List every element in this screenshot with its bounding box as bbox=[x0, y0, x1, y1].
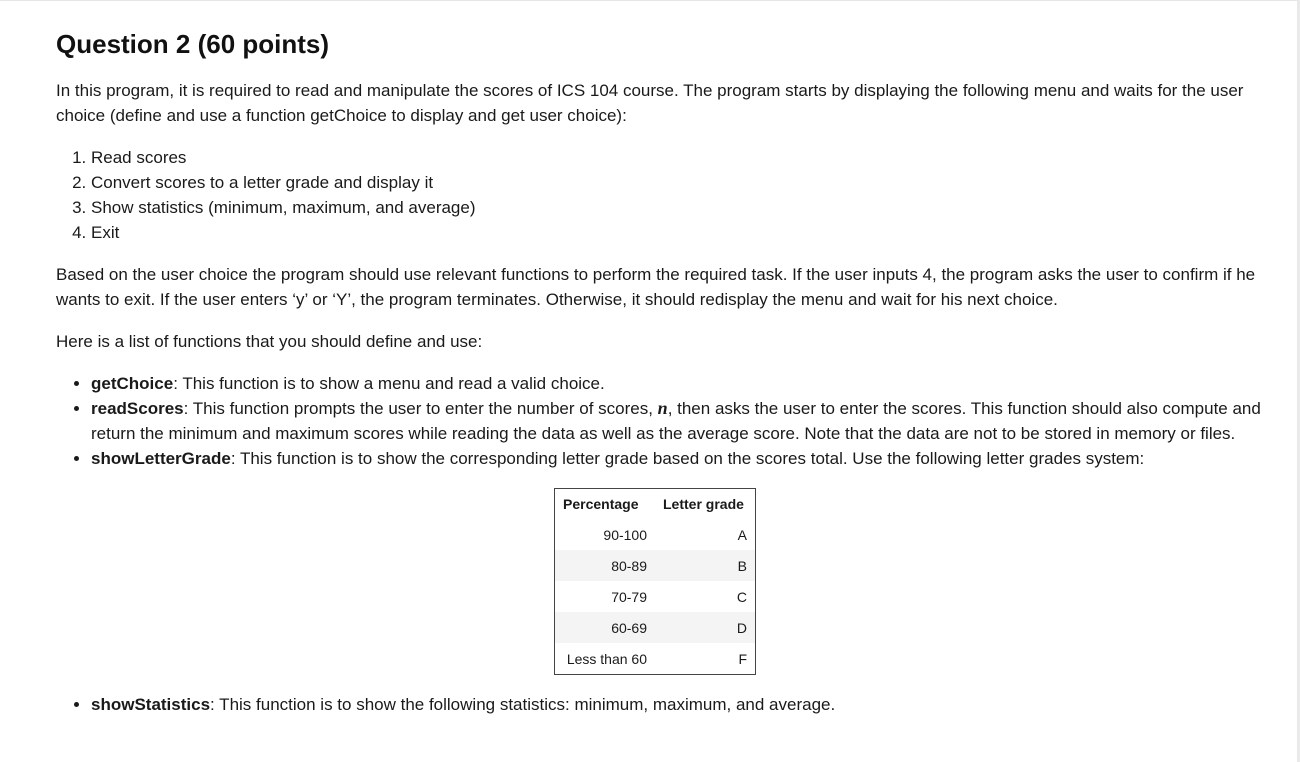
document-content bbox=[56, 26, 1284, 717]
menu-item: 3. Show statistics (minimum, maximum, and average) bbox=[91, 195, 1284, 220]
table-header-cell: Letter grade bbox=[655, 489, 756, 520]
letter-grade-cell: F bbox=[738, 650, 747, 667]
function-item-showlettergrade bbox=[91, 446, 1284, 471]
letter-grade-cell: D bbox=[655, 612, 756, 643]
letter-grade-cell: A bbox=[737, 526, 747, 543]
table-row bbox=[555, 519, 756, 550]
choice-paragraph: Based on the user choice the program should use relevant functions to perform the required task. If the user inputs 4, the program asks the user to confirm if he wants to exit. If the user enters ‘y’ or ‘Y’, the program terminates. Otherwise, it should redisplay the menu and wait for his next choice. bbox=[56, 265, 1256, 309]
function-description: : This function is to show a menu and read a valid choice. bbox=[173, 374, 605, 393]
function-name: getChoice bbox=[91, 374, 174, 393]
table-row bbox=[555, 550, 756, 581]
menu-item: 4. Exit bbox=[91, 220, 1284, 245]
function-item-showstatistics bbox=[91, 692, 1284, 717]
menu-item: 1. Read scores bbox=[91, 145, 1284, 170]
menu-item: 2. Convert scores to a letter grade and display it bbox=[91, 170, 1284, 195]
function-description: , then asks the user to enter the scores. This function should also compute and return the minimum and maximum scores while reading the data as well as the average score. Note that the data are not to be stored in memory or files. bbox=[91, 399, 1261, 443]
function-description: : This function prompts the user to enter the number of scores, bbox=[183, 399, 658, 418]
question-title: Question 2 (60 points) bbox=[56, 29, 330, 59]
function-description: : This function is to show the corresponding letter grade based on the scores total. Use the following letter grades system: bbox=[230, 449, 1145, 468]
table-header-row bbox=[555, 489, 756, 520]
letter-grade-cell: B bbox=[655, 550, 756, 581]
intro-paragraph: In this program, it is required to read and manipulate the scores of ICS 104 course. The program starts by displaying the following menu and waits for the user choice (define and use a function getChoice to display and get user choice): bbox=[56, 81, 1244, 125]
table-row bbox=[555, 612, 756, 643]
top-border bbox=[0, 0, 1300, 1]
grade-table bbox=[554, 488, 756, 675]
table-row bbox=[555, 581, 756, 612]
functions-list bbox=[56, 371, 1284, 471]
functions-list-continued bbox=[56, 692, 1284, 717]
table-row bbox=[555, 643, 756, 675]
table-header-cell: Percentage bbox=[555, 489, 656, 520]
function-name: showLetterGrade bbox=[91, 449, 231, 468]
functions-intro: Here is a list of functions that you should define and use: bbox=[56, 332, 483, 351]
grade-table-wrapper bbox=[56, 488, 1284, 675]
menu-list bbox=[56, 145, 1284, 245]
function-description: : This function is to show the following statistics: minimum, maximum, and average. bbox=[210, 695, 836, 714]
function-name: readScores bbox=[91, 399, 184, 418]
percentage-cell: 90-100 bbox=[603, 526, 647, 543]
letter-grade-cell: C bbox=[736, 588, 747, 605]
percentage-cell: Less than 60 bbox=[566, 650, 647, 667]
percentage-cell: 80-89 bbox=[555, 550, 656, 581]
function-name: showStatistics bbox=[91, 695, 211, 714]
function-item-getchoice bbox=[91, 371, 1284, 396]
percentage-cell: 60-69 bbox=[555, 612, 656, 643]
n-symbol: n bbox=[657, 398, 668, 418]
percentage-cell: 70-79 bbox=[611, 588, 647, 605]
function-item-readscores bbox=[91, 396, 1284, 446]
